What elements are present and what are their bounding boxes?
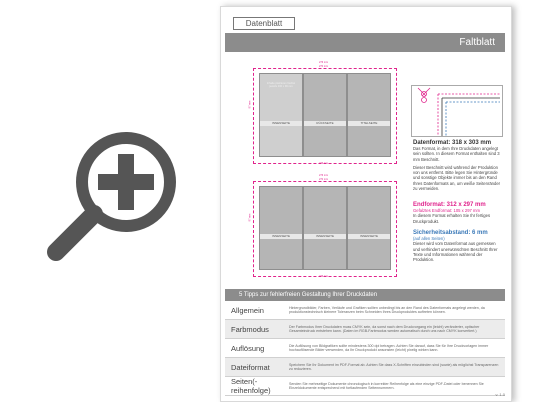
panel-label: RÜCKSEITE	[304, 121, 346, 126]
tip-label: Dateiformat	[231, 362, 270, 372]
datasheet-page	[220, 6, 512, 402]
panel-row	[259, 186, 391, 270]
data-format-block	[413, 141, 501, 162]
bottom-width-label: 276 mm	[319, 275, 329, 278]
zoom-in-icon[interactable]	[42, 118, 192, 268]
corner-detail-icon	[411, 85, 503, 137]
width-inner-label: 270 mm	[319, 178, 329, 181]
panel-label: INNENSEITE	[348, 234, 390, 239]
tip-label: Auflösung	[231, 343, 265, 353]
tip-row	[225, 320, 505, 339]
panel	[347, 186, 391, 270]
end-format-sub: Gefalztes Endformat: 105 x 297 mm	[413, 208, 481, 214]
tip-row	[225, 377, 505, 396]
width-inner-label: 270 mm	[319, 65, 329, 68]
bleed-note: Dieser Beschnitt wird während der Produktion von uns entfernt. Bitte legen Sie Hintergründe und sonstige Objekte immer bis an den Rand Ihres Datenformats an, um weiße Seitenränder zu vermeiden.	[413, 165, 501, 191]
end-format-block	[413, 203, 501, 224]
width-total-label: 276 mm	[319, 61, 329, 64]
bottom-width-label: 276 mm	[319, 162, 329, 165]
page-title: Faltblatt	[225, 33, 505, 52]
panel-label: INNENSEITE	[260, 121, 302, 126]
tip-row	[225, 301, 505, 320]
tip-row	[225, 358, 505, 377]
drawing-inside	[248, 172, 405, 282]
safety-margin-text: Dieser wird vom Datenformat aus gemessen und verhindert unerwünschten Beschnitt Ihrer Texte und Informationen während der Produktion.	[413, 241, 498, 263]
tip-desc: Die Auflösung von Bildgrafiken sollte mindestens 300 dpi betragen. Achten Sie darauf, dass Sie für Ihre Druckvorlagen immer hochauflösende Bilder verwenden, da Ihr Druckprodukt ansonsten (leicht) pixelig wirken kann.	[289, 343, 489, 352]
tip-desc: Speichern Sie Ihr Dokument im PDF-Format ab. Achten Sie dass X-Schriften einzubinden sind (sowie) als möglichst Transparenzen zu reduzieren.	[289, 362, 499, 371]
safety-margin-block	[413, 231, 501, 262]
tips-heading: 5 Tipps zur fehlerfreien Gestaltung Ihrer Druckdaten	[225, 289, 505, 301]
height-total-label: 97 mm	[248, 100, 252, 109]
height-total-label: 97 mm	[248, 213, 252, 222]
panel-label: INNENSEITE	[304, 234, 346, 239]
tip-desc: Senden Sie mehrseitige Dokumente chronologisch in korrekter Reihenfolge als eine einzige PDF-Datei oder benennen Sie Einzeldokumente entsprechend mit fortlaufenden Seitennummern.	[289, 381, 484, 390]
safety-margin-heading: Sicherheitsabstand: 6 mm	[413, 230, 488, 236]
tip-row	[225, 339, 505, 358]
data-format-text: Das Format, in dem Ihre Druckdaten angelegt sein sollten. In diesem Format enthalten sind 3 mm Beschnitt.	[413, 146, 500, 162]
panel	[259, 73, 303, 157]
tip-desc: Der Farbmodus Ihrer Druckdaten muss CMYK sein, da sonst nach dem Druckvorgang ein (leicht) veränderter, optischer Gesamteindruck entstehen kann. (Daten im RGB-Farbmodus werden automatisch durch uns nach CMYK konvertiert.)	[289, 324, 480, 333]
tip-label: Seiten(-reihenfolge)	[231, 377, 271, 395]
end-format-heading: Endformat: 312 x 297 mm	[413, 202, 486, 208]
document-tag: Datenblatt	[233, 17, 295, 30]
tip-label: Allgemein	[231, 305, 264, 315]
end-format-text: In diesem Format erhalten Sie Ihr fertiges Druckprodukt.	[413, 213, 491, 224]
panel-label: TITELSEITE	[348, 121, 390, 126]
data-format-heading: Datenformat: 318 x 303 mm	[413, 140, 492, 146]
width-total-label: 276 mm	[319, 174, 329, 177]
drawing-outside	[248, 59, 405, 169]
panel	[347, 73, 391, 157]
tip-desc: Hintergrundbilder, Farben, Verläufe und Grafiken sollten unbedingt bis an den Rand des Datenformats angelegt werden, da produktionstechnisch kleinere Toleranzen beim Schneiden Ihres Druckproduktes auftreten können.	[289, 305, 485, 314]
tip-label: Farbmodus	[231, 324, 269, 334]
panel-label: INNENSEITE	[260, 234, 302, 239]
version-number: v. 1.0	[495, 392, 505, 397]
panel-note: Inhalte platzieren hierbei jeweils 100 x 99 mm	[266, 82, 296, 89]
panel	[303, 73, 347, 157]
safety-margin-sub: (auf allen Seiten)	[413, 236, 445, 242]
panel-row	[259, 73, 391, 157]
panel	[303, 186, 347, 270]
panel	[259, 186, 303, 270]
